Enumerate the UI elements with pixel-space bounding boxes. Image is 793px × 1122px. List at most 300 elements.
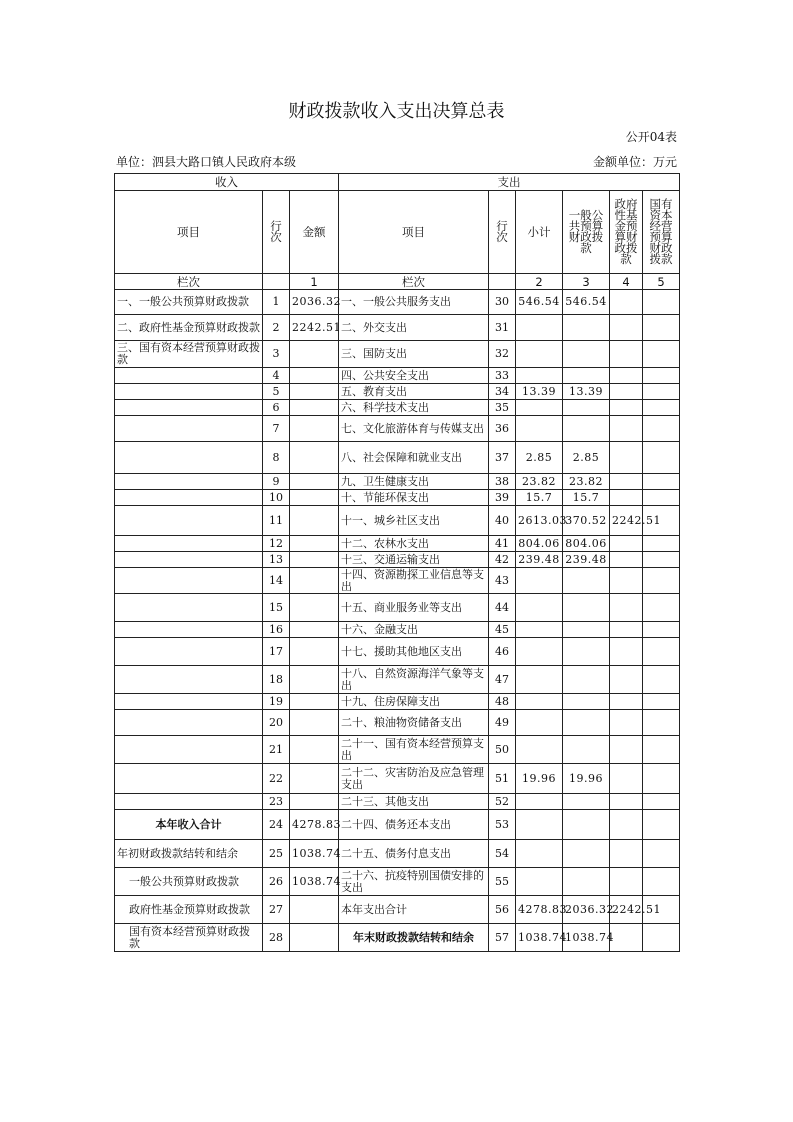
table-row bbox=[115, 506, 680, 536]
table-row bbox=[115, 568, 680, 594]
expense-row-no-cell: 34 bbox=[489, 384, 516, 400]
fund-budget-cell bbox=[610, 315, 643, 341]
general-budget-cell bbox=[563, 315, 610, 341]
fund-budget-cell bbox=[610, 868, 643, 896]
table-row bbox=[115, 368, 680, 384]
income-lanci-blank bbox=[263, 274, 290, 290]
expense-item-cell: 二、外交支出 bbox=[339, 315, 489, 341]
expense-row-no-cell: 56 bbox=[489, 896, 516, 924]
table-row bbox=[115, 638, 680, 666]
expense-row-no-cell: 47 bbox=[489, 666, 516, 694]
expense-item-cell: 十一、城乡社区支出 bbox=[339, 506, 489, 536]
income-amount-cell: 2036.32 bbox=[290, 290, 339, 315]
subtotal-cell bbox=[516, 638, 563, 666]
income-item-cell bbox=[115, 622, 263, 638]
state-capital-cell bbox=[643, 536, 680, 552]
general-budget-cell bbox=[563, 868, 610, 896]
general-budget-cell bbox=[563, 638, 610, 666]
income-row-no-cell: 21 bbox=[263, 736, 290, 764]
state-capital-cell bbox=[643, 315, 680, 341]
expense-item-cell: 十六、金融支出 bbox=[339, 622, 489, 638]
expense-item-cell: 三、国防支出 bbox=[339, 341, 489, 368]
income-item-cell bbox=[115, 490, 263, 506]
expense-row-no-cell: 52 bbox=[489, 794, 516, 810]
subtotal-cell: 4278.83 bbox=[516, 896, 563, 924]
state-capital-header bbox=[643, 191, 680, 274]
income-row-no-cell: 18 bbox=[263, 666, 290, 694]
income-row-no-cell: 11 bbox=[263, 506, 290, 536]
income-row-no-cell: 8 bbox=[263, 442, 290, 474]
income-row-no-cell: 15 bbox=[263, 594, 290, 622]
expense-item-cell: 二十四、债务还本支出 bbox=[339, 810, 489, 840]
subtotal-cell bbox=[516, 622, 563, 638]
income-item-cell bbox=[115, 638, 263, 666]
col-2-label: 2 bbox=[516, 274, 563, 290]
table-row bbox=[115, 810, 680, 840]
general-budget-cell: 19.96 bbox=[563, 764, 610, 794]
income-item-cell: 政府性基金预算财政拨款 bbox=[115, 896, 263, 924]
expense-item-cell: 八、社会保障和就业支出 bbox=[339, 442, 489, 474]
expense-item-cell: 年末财政拨款结转和结余 bbox=[339, 924, 489, 952]
income-amount-cell bbox=[290, 638, 339, 666]
fund-budget-cell bbox=[610, 924, 643, 952]
expense-lanci-blank bbox=[489, 274, 516, 290]
fund-budget-cell bbox=[610, 384, 643, 400]
general-budget-cell bbox=[563, 568, 610, 594]
income-row-no-cell: 28 bbox=[263, 924, 290, 952]
state-capital-cell bbox=[643, 868, 680, 896]
income-amount-cell bbox=[290, 710, 339, 736]
expense-row-no-cell: 57 bbox=[489, 924, 516, 952]
expense-item-cell: 七、文化旅游体育与传媒支出 bbox=[339, 416, 489, 442]
subtotal-cell: 19.96 bbox=[516, 764, 563, 794]
income-amount-cell bbox=[290, 622, 339, 638]
table-row bbox=[115, 552, 680, 568]
expense-item-cell: 二十五、债务付息支出 bbox=[339, 840, 489, 868]
general-budget-cell: 804.06 bbox=[563, 536, 610, 552]
expense-row-no-cell: 48 bbox=[489, 694, 516, 710]
income-item-cell bbox=[115, 764, 263, 794]
state-capital-cell bbox=[643, 840, 680, 868]
subtotal-cell: 2.85 bbox=[516, 442, 563, 474]
income-header: 收入 bbox=[115, 174, 339, 191]
general-budget-header bbox=[563, 191, 610, 274]
income-amount-cell bbox=[290, 368, 339, 384]
income-item-cell bbox=[115, 568, 263, 594]
table-row bbox=[115, 315, 680, 341]
expense-row-no-header bbox=[489, 191, 516, 274]
income-row-no-cell: 22 bbox=[263, 764, 290, 794]
state-capital-cell bbox=[643, 474, 680, 490]
state-capital-cell bbox=[643, 794, 680, 810]
form-number: 公开04表 bbox=[625, 130, 677, 144]
table-row bbox=[115, 384, 680, 400]
expense-item-cell: 十八、自然资源海洋气象等支出 bbox=[339, 666, 489, 694]
table-row bbox=[115, 794, 680, 810]
expense-item-cell: 二十、粮油物资储备支出 bbox=[339, 710, 489, 736]
income-row-no-cell: 26 bbox=[263, 868, 290, 896]
income-item-cell bbox=[115, 594, 263, 622]
general-budget-cell bbox=[563, 400, 610, 416]
expense-item-cell: 五、教育支出 bbox=[339, 384, 489, 400]
income-amount-cell bbox=[290, 568, 339, 594]
state-capital-cell bbox=[643, 341, 680, 368]
state-capital-cell bbox=[643, 416, 680, 442]
expense-row-no-cell: 32 bbox=[489, 341, 516, 368]
table-row bbox=[115, 341, 680, 368]
income-row-no-cell: 12 bbox=[263, 536, 290, 552]
income-amount-cell: 2242.51 bbox=[290, 315, 339, 341]
income-item-cell bbox=[115, 710, 263, 736]
income-amount-cell bbox=[290, 490, 339, 506]
state-capital-cell bbox=[643, 622, 680, 638]
state-capital-cell bbox=[643, 666, 680, 694]
subtotal-cell bbox=[516, 594, 563, 622]
subtotal-cell: 23.82 bbox=[516, 474, 563, 490]
table-row bbox=[115, 896, 680, 924]
income-amount-cell: 1038.74 bbox=[290, 868, 339, 896]
general-budget-cell bbox=[563, 594, 610, 622]
fund-budget-cell bbox=[610, 736, 643, 764]
income-row-no-cell: 2 bbox=[263, 315, 290, 341]
subtotal-cell bbox=[516, 666, 563, 694]
income-row-no-cell: 1 bbox=[263, 290, 290, 315]
income-item-cell bbox=[115, 536, 263, 552]
state-capital-text: 国有资本经营预算财政拨款 bbox=[649, 197, 673, 266]
table-row bbox=[115, 594, 680, 622]
expense-item-cell: 本年支出合计 bbox=[339, 896, 489, 924]
table-row bbox=[115, 290, 680, 315]
expense-item-cell: 二十三、其他支出 bbox=[339, 794, 489, 810]
subtotal-cell bbox=[516, 810, 563, 840]
income-row-no-cell: 4 bbox=[263, 368, 290, 384]
state-capital-cell bbox=[643, 764, 680, 794]
income-row-no-cell: 6 bbox=[263, 400, 290, 416]
state-capital-cell bbox=[643, 736, 680, 764]
expense-row-no-cell: 45 bbox=[489, 622, 516, 638]
expense-header: 支出 bbox=[339, 174, 680, 191]
fund-budget-cell: 2242.51 bbox=[610, 896, 643, 924]
expense-row-no-cell: 44 bbox=[489, 594, 516, 622]
expense-row-no-cell: 40 bbox=[489, 506, 516, 536]
income-item-cell: 年初财政拨款结转和结余 bbox=[115, 840, 263, 868]
table-row bbox=[115, 840, 680, 868]
expense-item-cell: 十七、援助其他地区支出 bbox=[339, 638, 489, 666]
expense-lanci: 栏次 bbox=[339, 274, 489, 290]
subtotal-cell bbox=[516, 568, 563, 594]
header-row-2 bbox=[115, 191, 680, 274]
reporting-unit: 单位：泗县大路口镇人民政府本级 bbox=[116, 155, 297, 169]
expense-row-no-cell: 50 bbox=[489, 736, 516, 764]
expense-item-cell: 二十六、抗疫特别国债安排的支出 bbox=[339, 868, 489, 896]
income-amount-cell bbox=[290, 896, 339, 924]
expense-row-no-cell: 37 bbox=[489, 442, 516, 474]
col-3-label: 3 bbox=[563, 274, 610, 290]
expense-row-no-cell: 54 bbox=[489, 840, 516, 868]
income-row-no-cell: 25 bbox=[263, 840, 290, 868]
expense-item-cell: 十四、资源勘探工业信息等支出 bbox=[339, 568, 489, 594]
general-budget-cell bbox=[563, 416, 610, 442]
subtotal-cell: 1038.74 bbox=[516, 924, 563, 952]
expense-row-no-cell: 38 bbox=[489, 474, 516, 490]
expense-item-cell: 九、卫生健康支出 bbox=[339, 474, 489, 490]
fund-budget-cell bbox=[610, 290, 643, 315]
fund-budget-cell bbox=[610, 594, 643, 622]
income-amount-cell bbox=[290, 736, 339, 764]
fund-budget-cell bbox=[610, 638, 643, 666]
col-4-label: 4 bbox=[610, 274, 643, 290]
income-amount-cell bbox=[290, 924, 339, 952]
income-item-cell: 一般公共预算财政拨款 bbox=[115, 868, 263, 896]
fund-budget-cell bbox=[610, 694, 643, 710]
income-row-no-cell: 3 bbox=[263, 341, 290, 368]
table-row bbox=[115, 666, 680, 694]
income-item-cell bbox=[115, 552, 263, 568]
income-amount-cell bbox=[290, 536, 339, 552]
income-item-cell bbox=[115, 416, 263, 442]
income-item-cell bbox=[115, 474, 263, 490]
general-budget-cell bbox=[563, 341, 610, 368]
income-item-cell: 本年收入合计 bbox=[115, 810, 263, 840]
state-capital-cell bbox=[643, 924, 680, 952]
header-row-1 bbox=[115, 174, 680, 191]
general-budget-cell: 23.82 bbox=[563, 474, 610, 490]
fund-budget-header bbox=[610, 191, 643, 274]
expense-row-no-cell: 46 bbox=[489, 638, 516, 666]
income-item-cell bbox=[115, 694, 263, 710]
state-capital-cell bbox=[643, 568, 680, 594]
income-item-cell: 国有资本经营预算财政拨款 bbox=[115, 924, 263, 952]
table-row bbox=[115, 868, 680, 896]
fund-budget-cell bbox=[610, 794, 643, 810]
fund-budget-cell bbox=[610, 341, 643, 368]
budget-table bbox=[114, 173, 680, 952]
fund-budget-cell bbox=[610, 368, 643, 384]
subtotal-cell bbox=[516, 736, 563, 764]
table-row bbox=[115, 764, 680, 794]
income-row-no-cell: 23 bbox=[263, 794, 290, 810]
subtotal-cell bbox=[516, 868, 563, 896]
subtotal-cell bbox=[516, 315, 563, 341]
general-budget-cell: 15.7 bbox=[563, 490, 610, 506]
state-capital-cell bbox=[643, 694, 680, 710]
fund-budget-cell bbox=[610, 474, 643, 490]
general-budget-cell bbox=[563, 840, 610, 868]
expense-item-cell: 十、节能环保支出 bbox=[339, 490, 489, 506]
income-row-no-cell: 7 bbox=[263, 416, 290, 442]
income-item-cell bbox=[115, 666, 263, 694]
expense-row-no-cell: 53 bbox=[489, 810, 516, 840]
expense-item-cell: 十三、交通运输支出 bbox=[339, 552, 489, 568]
general-budget-cell bbox=[563, 794, 610, 810]
income-amount-cell bbox=[290, 794, 339, 810]
state-capital-cell bbox=[643, 400, 680, 416]
income-item-cell bbox=[115, 442, 263, 474]
general-budget-cell: 1038.74 bbox=[563, 924, 610, 952]
income-item-cell: 三、国有资本经营预算财政拨款 bbox=[115, 341, 263, 368]
fund-budget-cell bbox=[610, 552, 643, 568]
expense-row-no-cell: 33 bbox=[489, 368, 516, 384]
expense-row-no-cell: 30 bbox=[489, 290, 516, 315]
expense-item-cell: 十二、农林水支出 bbox=[339, 536, 489, 552]
income-item-cell bbox=[115, 400, 263, 416]
expense-row-no-cell: 39 bbox=[489, 490, 516, 506]
subtotal-cell bbox=[516, 840, 563, 868]
income-amount-cell bbox=[290, 341, 339, 368]
fund-budget-cell bbox=[610, 536, 643, 552]
expense-item-cell: 二十二、灾害防治及应急管理支出 bbox=[339, 764, 489, 794]
table-row bbox=[115, 474, 680, 490]
income-row-no-header bbox=[263, 191, 290, 274]
expense-row-no-cell: 43 bbox=[489, 568, 516, 594]
income-lanci: 栏次 bbox=[115, 274, 263, 290]
income-item-header: 项目 bbox=[115, 191, 263, 274]
income-row-no-cell: 17 bbox=[263, 638, 290, 666]
subtotal-header: 小计 bbox=[516, 191, 563, 274]
state-capital-cell bbox=[643, 552, 680, 568]
subtotal-cell bbox=[516, 694, 563, 710]
income-row-no-text: 行次 bbox=[270, 219, 282, 244]
expense-item-cell: 二十一、国有资本经营预算支出 bbox=[339, 736, 489, 764]
general-budget-cell: 370.52 bbox=[563, 506, 610, 536]
state-capital-cell bbox=[643, 490, 680, 506]
table-row bbox=[115, 490, 680, 506]
subtotal-cell: 13.39 bbox=[516, 384, 563, 400]
fund-budget-text: 政府性基金预算财政拨款 bbox=[614, 197, 638, 266]
subtotal-cell: 2613.03 bbox=[516, 506, 563, 536]
income-row-no-cell: 9 bbox=[263, 474, 290, 490]
fund-budget-cell bbox=[610, 840, 643, 868]
subtotal-cell bbox=[516, 341, 563, 368]
table-row bbox=[115, 442, 680, 474]
general-budget-cell: 546.54 bbox=[563, 290, 610, 315]
expense-row-no-cell: 35 bbox=[489, 400, 516, 416]
col-5-label: 5 bbox=[643, 274, 680, 290]
general-budget-cell bbox=[563, 710, 610, 736]
subtotal-cell bbox=[516, 710, 563, 736]
general-budget-cell bbox=[563, 810, 610, 840]
fund-budget-cell bbox=[610, 568, 643, 594]
state-capital-cell bbox=[643, 384, 680, 400]
income-row-no-cell: 16 bbox=[263, 622, 290, 638]
table-row bbox=[115, 924, 680, 952]
amount-header: 金额 bbox=[290, 191, 339, 274]
income-row-no-cell: 13 bbox=[263, 552, 290, 568]
subtotal-cell: 546.54 bbox=[516, 290, 563, 315]
income-row-no-cell: 20 bbox=[263, 710, 290, 736]
fund-budget-cell bbox=[610, 400, 643, 416]
expense-item-cell: 十五、商业服务业等支出 bbox=[339, 594, 489, 622]
fund-budget-cell bbox=[610, 764, 643, 794]
income-amount-cell bbox=[290, 442, 339, 474]
expense-item-cell: 六、科学技术支出 bbox=[339, 400, 489, 416]
income-amount-cell bbox=[290, 666, 339, 694]
expense-row-no-cell: 36 bbox=[489, 416, 516, 442]
state-capital-cell bbox=[643, 810, 680, 840]
expense-row-no-cell: 51 bbox=[489, 764, 516, 794]
income-amount-cell bbox=[290, 400, 339, 416]
expense-item-cell: 十九、住房保障支出 bbox=[339, 694, 489, 710]
money-unit: 金额单位：万元 bbox=[592, 155, 677, 169]
subtotal-cell bbox=[516, 368, 563, 384]
table-row bbox=[115, 710, 680, 736]
subtotal-cell: 804.06 bbox=[516, 536, 563, 552]
expense-row-no-cell: 41 bbox=[489, 536, 516, 552]
fund-budget-cell bbox=[610, 810, 643, 840]
subtotal-cell: 239.48 bbox=[516, 552, 563, 568]
state-capital-cell bbox=[643, 368, 680, 384]
fund-budget-cell: 2242.51 bbox=[610, 506, 643, 536]
subtotal-cell: 15.7 bbox=[516, 490, 563, 506]
fund-budget-cell bbox=[610, 666, 643, 694]
table-row bbox=[115, 694, 680, 710]
income-amount-cell bbox=[290, 506, 339, 536]
expense-item-cell: 四、公共安全支出 bbox=[339, 368, 489, 384]
general-budget-cell bbox=[563, 666, 610, 694]
income-item-cell bbox=[115, 506, 263, 536]
expense-item-cell: 一、一般公共服务支出 bbox=[339, 290, 489, 315]
fund-budget-cell bbox=[610, 442, 643, 474]
expense-row-no-cell: 42 bbox=[489, 552, 516, 568]
income-row-no-cell: 27 bbox=[263, 896, 290, 924]
income-amount-cell bbox=[290, 416, 339, 442]
expense-row-no-text: 行次 bbox=[496, 219, 508, 244]
subtotal-cell bbox=[516, 400, 563, 416]
income-row-no-cell: 10 bbox=[263, 490, 290, 506]
income-row-no-cell: 14 bbox=[263, 568, 290, 594]
subtotal-cell bbox=[516, 794, 563, 810]
income-amount-cell: 4278.83 bbox=[290, 810, 339, 840]
income-amount-cell bbox=[290, 694, 339, 710]
income-item-cell: 二、政府性基金预算财政拨款 bbox=[115, 315, 263, 341]
general-budget-cell bbox=[563, 622, 610, 638]
state-capital-cell bbox=[643, 290, 680, 315]
state-capital-cell bbox=[643, 638, 680, 666]
income-amount-cell bbox=[290, 552, 339, 568]
income-amount-cell: 1038.74 bbox=[290, 840, 339, 868]
general-budget-cell: 2.85 bbox=[563, 442, 610, 474]
general-budget-cell: 239.48 bbox=[563, 552, 610, 568]
income-amount-cell bbox=[290, 764, 339, 794]
page-title: 财政拨款收入支出决算总表 bbox=[288, 101, 505, 122]
state-capital-cell bbox=[643, 442, 680, 474]
table-row bbox=[115, 400, 680, 416]
table-row bbox=[115, 736, 680, 764]
general-budget-cell: 2036.32 bbox=[563, 896, 610, 924]
expense-row-no-cell: 31 bbox=[489, 315, 516, 341]
income-row-no-cell: 19 bbox=[263, 694, 290, 710]
income-item-cell bbox=[115, 736, 263, 764]
fund-budget-cell bbox=[610, 710, 643, 736]
income-item-cell: 一、一般公共预算财政拨款 bbox=[115, 290, 263, 315]
expense-item-header: 项目 bbox=[339, 191, 489, 274]
state-capital-cell bbox=[643, 710, 680, 736]
table-row bbox=[115, 622, 680, 638]
fund-budget-cell bbox=[610, 622, 643, 638]
general-budget-cell bbox=[563, 736, 610, 764]
income-row-no-cell: 24 bbox=[263, 810, 290, 840]
expense-row-no-cell: 49 bbox=[489, 710, 516, 736]
expense-row-no-cell: 55 bbox=[489, 868, 516, 896]
fund-budget-cell bbox=[610, 490, 643, 506]
subtotal-cell bbox=[516, 416, 563, 442]
general-budget-cell bbox=[563, 694, 610, 710]
general-budget-text: 一般公共预算财政拨款 bbox=[568, 208, 604, 255]
income-amount-cell bbox=[290, 474, 339, 490]
income-row-no-cell: 5 bbox=[263, 384, 290, 400]
income-amount-cell bbox=[290, 384, 339, 400]
table-row bbox=[115, 536, 680, 552]
